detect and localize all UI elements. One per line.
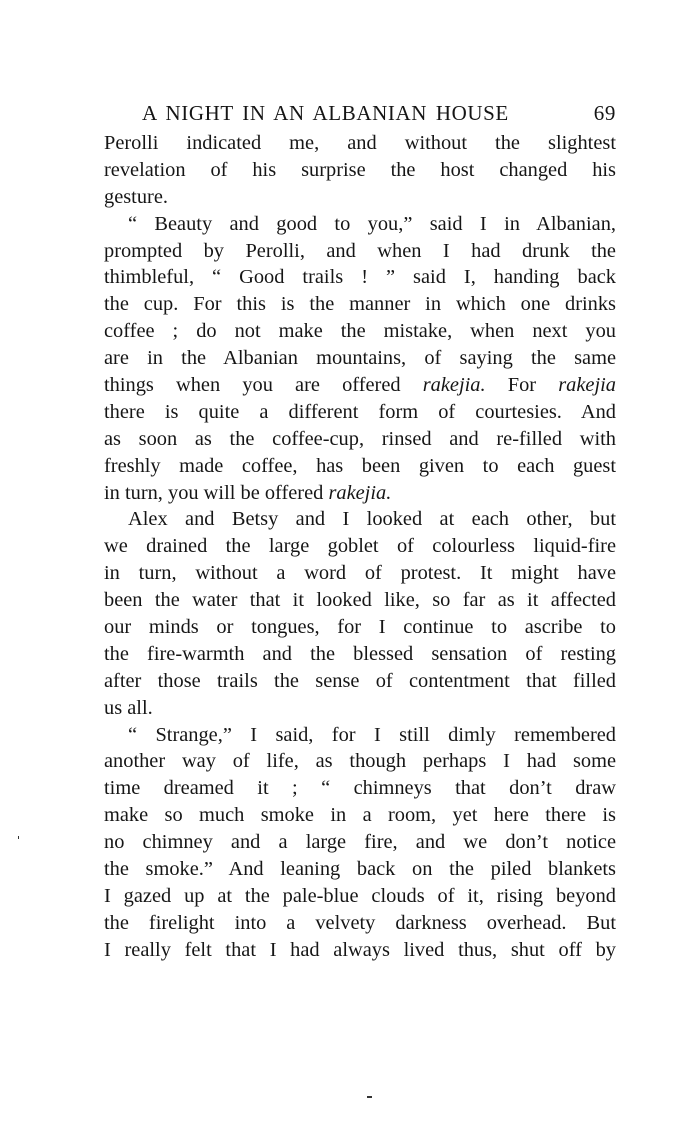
text-line: prompted by Perolli, and when I had drunk the: [104, 239, 616, 262]
text-line: I really felt that I had always lived thus, shut off by: [104, 938, 616, 961]
text-line: Perolli indicated me, and without the slightest: [104, 132, 616, 154]
page-number: 69: [593, 101, 616, 125]
text-line: are in the Albanian mountains, of saying the same: [104, 347, 616, 370]
running-head: [104, 98, 616, 130]
italic-word: rakejia.: [328, 481, 392, 504]
scan-speck: [18, 836, 19, 839]
text-line: gesture.: [104, 185, 168, 208]
text-line: make so much smoke in a room, yet here there is: [104, 804, 616, 827]
text-line: in turn, without a word of protest. It might have: [104, 562, 616, 585]
text-line: coffee ; do not make the mistake, when next you: [104, 320, 616, 343]
italic-word: rakejia: [558, 374, 616, 397]
text-line: the cup. For this is the manner in which one drinks: [104, 293, 616, 316]
text-line: us all.: [104, 696, 153, 719]
text-line: thimbleful, “ Good trails ! ” said I, handing back: [104, 266, 616, 289]
text-line: the smoke.” And leaning back on the piled blankets: [104, 858, 616, 881]
text-fragment: in turn, you will be offered: [104, 481, 329, 504]
text-line: “ Beauty and good to you,” said I in Albanian,: [128, 212, 616, 235]
text-line: another way of life, as though perhaps I had some: [104, 750, 616, 773]
scan-speck: [367, 1096, 372, 1098]
text-line: as soon as the coffee-cup, rinsed and re-filled with: [104, 427, 616, 450]
text-line: freshly made coffee, has been given to each guest: [104, 454, 616, 477]
text-fragment: For: [485, 374, 559, 397]
text-line: Alex and Betsy and I looked at each other, but: [128, 508, 616, 531]
text-line: [104, 372, 616, 399]
text-line: “ Strange,” I said, for I still dimly remembered: [128, 723, 616, 746]
text-line: no chimney and a large fire, and we don’t notice: [104, 831, 616, 854]
text-line: there is quite a different form of courtesies. And: [104, 400, 616, 423]
book-page: [104, 98, 616, 964]
text-line: our minds or tongues, for I continue to ascribe to: [104, 616, 616, 639]
text-line: been the water that it looked like, so far as it affected: [104, 589, 616, 612]
text-line: after those trails the sense of contentment that filled: [104, 669, 616, 692]
text-line: the firelight into a velvety darkness overhead. But: [104, 911, 616, 934]
text-line: I gazed up at the pale-blue clouds of it, rising beyond: [104, 884, 616, 907]
italic-word: rakejia.: [422, 374, 486, 397]
running-title: A NIGHT IN AN ALBANIAN HOUSE: [142, 101, 509, 125]
text-line: revelation of his surprise the host changed his: [104, 158, 616, 181]
text-line: the fire-warmth and the blessed sensation of resting: [104, 642, 616, 665]
text-line: time dreamed it ; “ chimneys that don’t draw: [104, 777, 616, 800]
text-fragment: things when you are offered: [104, 374, 423, 397]
text-line: we drained the large goblet of colourless liquid-fire: [104, 535, 616, 558]
body-text: [104, 130, 616, 964]
text-line: [104, 480, 616, 507]
